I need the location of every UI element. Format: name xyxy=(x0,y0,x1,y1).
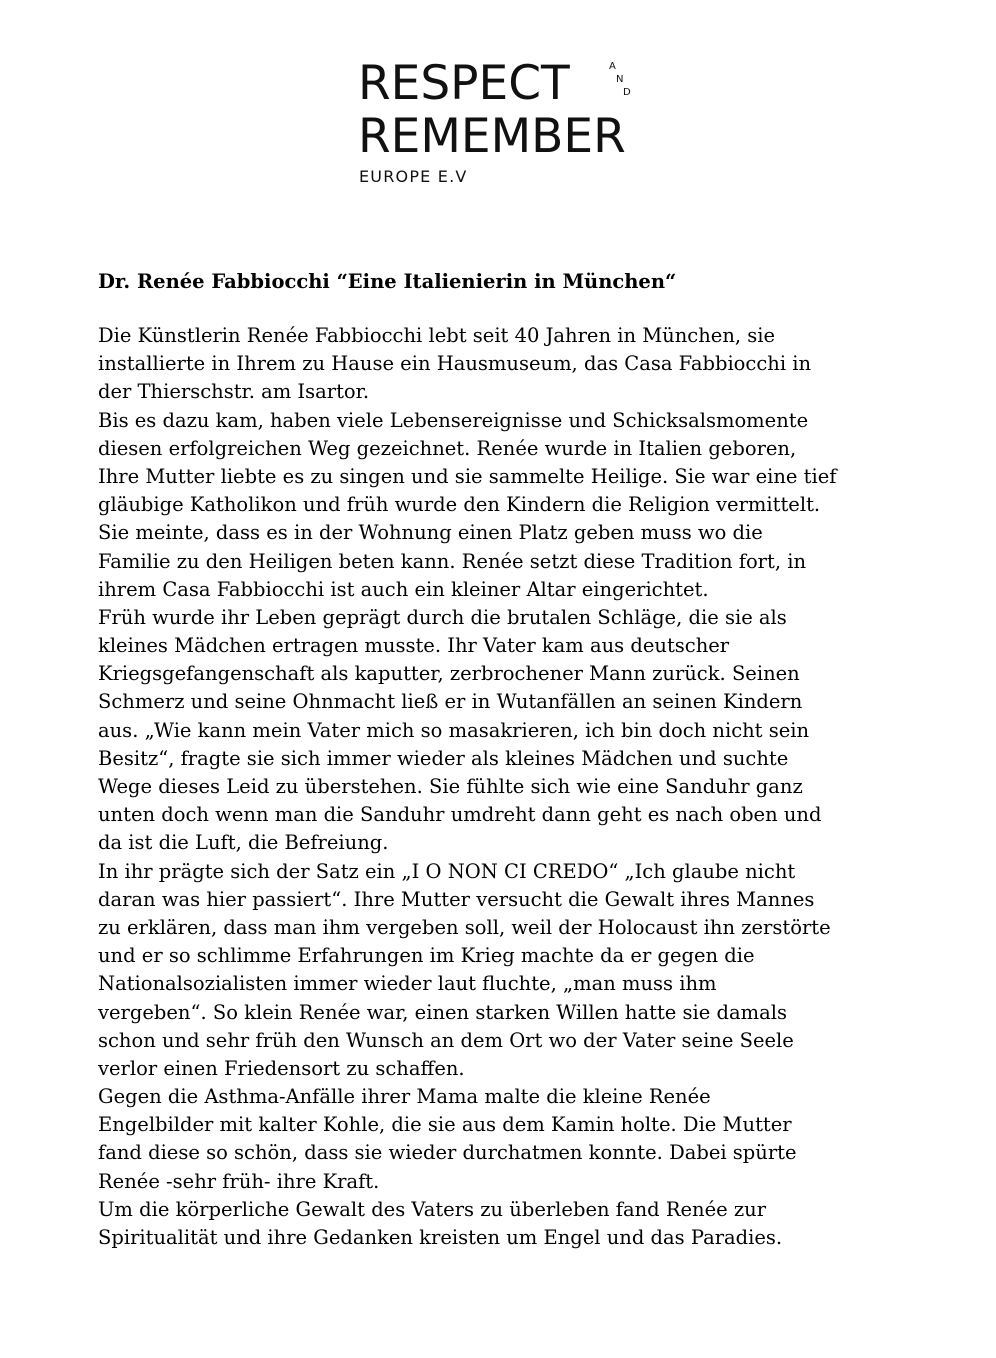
body-text-line: vergeben“. So klein Renée war, einen starken Willen hatte sie damals xyxy=(98,1000,787,1024)
body-text-line: In ihr prägte sich der Satz ein „I O NON CI CREDO“ „Ich glaube nicht xyxy=(98,859,796,883)
body-text-line: Früh wurde ihr Leben geprägt durch die brutalen Schläge, die sie als xyxy=(98,605,787,629)
logo-and-letter: A xyxy=(609,61,616,72)
body-text-line: da ist die Luft, die Befreiung. xyxy=(98,831,389,855)
body-text-line: der Thierschstr. am Isartor. xyxy=(98,380,370,404)
body-text-line: Bis es dazu kam, haben viele Lebensereignisse und Schicksalsmomente xyxy=(98,408,809,432)
body-text-line: zu erklären, dass man ihm vergeben soll, weil der Holocaust ihn zerstörte xyxy=(98,915,831,939)
body-text-line: fand diese so schön, dass sie wieder durchatmen konnte. Dabei spürte xyxy=(98,1141,797,1165)
organization-logo xyxy=(358,54,658,194)
body-text-line: diesen erfolgreichen Weg gezeichnet. Renée wurde in Italien geboren, xyxy=(98,436,797,460)
body-text-line: Besitz“, fragte sie sich immer wieder als kleines Mädchen und suchte xyxy=(98,746,789,770)
body-text-line: kleines Mädchen ertragen musste. Ihr Vater kam aus deutscher xyxy=(98,634,730,658)
body-text-line: Sie meinte, dass es in der Wohnung einen Platz geben muss wo die xyxy=(98,521,763,545)
body-text-line: Um die körperliche Gewalt des Vaters zu überleben fand Renée zur xyxy=(98,1197,767,1221)
body-text-line: und er so schlimme Erfahrungen im Krieg machte da er gegen die xyxy=(98,944,755,968)
logo-and-letter: D xyxy=(623,87,631,98)
body-text-line: unten doch wenn man die Sanduhr umdreht dann geht es nach oben und xyxy=(98,803,822,827)
document-title: Dr. Renée Fabbiocchi “Eine Italienierin in München“ xyxy=(98,270,677,293)
logo-word-and xyxy=(609,62,639,102)
body-text-line: aus. „Wie kann mein Vater mich so masakrieren, ich bin doch nicht sein xyxy=(98,718,810,742)
body-text-line: Schmerz und seine Ohnmacht ließ er in Wutanfällen an seinen Kindern xyxy=(98,690,803,714)
body-text-line: gläubige Katholikon und früh wurde den Kindern die Religion vermittelt. xyxy=(98,493,821,517)
logo-subtitle: EUROPE E.V xyxy=(359,167,468,186)
body-text-line: ihrem Casa Fabbiocchi ist auch ein kleiner Altar eingerichtet. xyxy=(98,577,709,601)
logo-word-respect: RESPECT xyxy=(358,56,570,111)
body-text-line: Ihre Mutter liebte es zu singen und sie sammelte Heilige. Sie war eine tief xyxy=(98,464,837,488)
body-text-line: Gegen die Asthma-Anfälle ihrer Mama malte die kleine Renée xyxy=(98,1085,711,1109)
logo-and-letter: N xyxy=(616,74,624,85)
body-text-line: Kriegsgefangenschaft als kaputter, zerbrochener Mann zurück. Seinen xyxy=(98,662,800,686)
body-text-line: daran was hier passiert“. Ihre Mutter versucht die Gewalt ihres Mannes xyxy=(98,887,815,911)
body-text-line: Familie zu den Heiligen beten kann. Renée setzt diese Tradition fort, in xyxy=(98,549,807,573)
body-text-line: schon und sehr früh den Wunsch an dem Ort wo der Vater seine Seele xyxy=(98,1028,794,1052)
body-text-line: Renée -sehr früh- ihre Kraft. xyxy=(98,1169,380,1193)
body-text-line: installierte in Ihrem zu Hause ein Hausmuseum, das Casa Fabbiocchi in xyxy=(98,352,812,376)
logo-word-remember: REMEMBER xyxy=(358,109,626,164)
document-body xyxy=(98,322,938,1252)
body-text-line: Engelbilder mit kalter Kohle, die sie aus dem Kamin holte. Die Mutter xyxy=(98,1113,792,1137)
body-text-line: Spiritualität und ihre Gedanken kreisten um Engel und das Paradies. xyxy=(98,1226,783,1249)
body-text-line: Nationalsozialisten immer wieder laut fluchte, „man muss ihm xyxy=(98,972,717,996)
body-text-line: Die Künstlerin Renée Fabbiocchi lebt seit 40 Jahren in München, sie xyxy=(98,324,776,347)
body-text-line: verlor einen Friedensort zu schaffen. xyxy=(98,1056,465,1080)
body-text-line: Wege dieses Leid zu überstehen. Sie fühlte sich wie eine Sanduhr ganz xyxy=(98,775,803,798)
